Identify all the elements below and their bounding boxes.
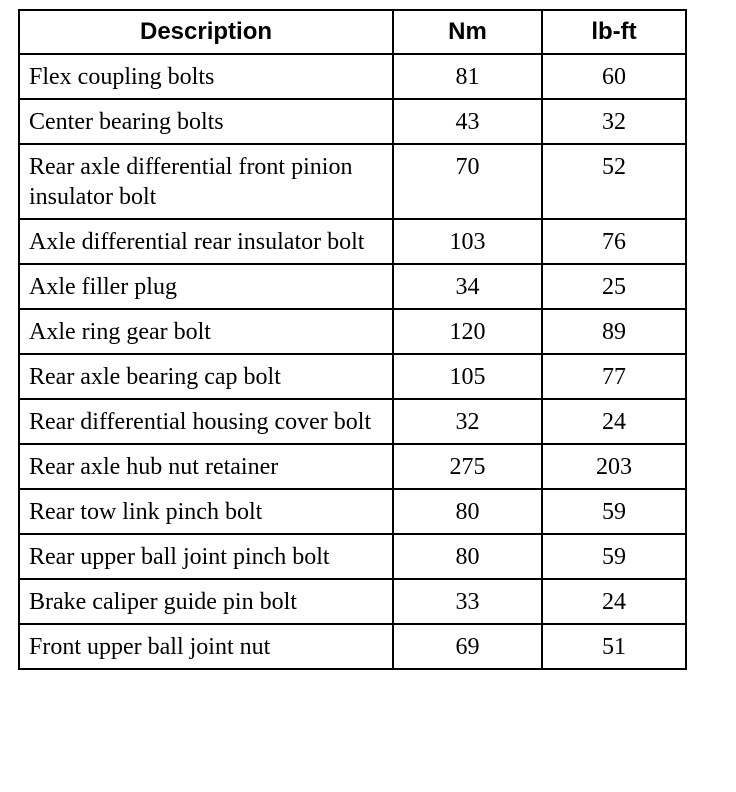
cell-lbft: 60 (542, 54, 686, 99)
table-row (19, 489, 686, 534)
cell-description: Rear axle bearing cap bolt (19, 354, 393, 399)
cell-lbft: 32 (542, 99, 686, 144)
table-row (19, 219, 686, 264)
cell-lbft: 59 (542, 534, 686, 579)
cell-description: Rear tow link pinch bolt (19, 489, 393, 534)
header-description: Description (19, 10, 393, 54)
table-row (19, 399, 686, 444)
cell-description: Axle differential rear insulator bolt (19, 219, 393, 264)
header-lbft: lb-ft (542, 10, 686, 54)
cell-lbft: 89 (542, 309, 686, 354)
header-nm: Nm (393, 10, 542, 54)
cell-lbft: 25 (542, 264, 686, 309)
cell-lbft: 51 (542, 624, 686, 669)
table-row (19, 309, 686, 354)
cell-lbft: 59 (542, 489, 686, 534)
cell-nm: 33 (393, 579, 542, 624)
cell-lbft: 76 (542, 219, 686, 264)
cell-nm: 32 (393, 399, 542, 444)
table-row (19, 444, 686, 489)
cell-nm: 70 (393, 144, 542, 219)
cell-description: Rear axle differential front pinion insulator bolt (19, 144, 393, 219)
cell-nm: 80 (393, 489, 542, 534)
cell-description: Axle ring gear bolt (19, 309, 393, 354)
cell-nm: 34 (393, 264, 542, 309)
cell-description: Axle filler plug (19, 264, 393, 309)
cell-nm: 80 (393, 534, 542, 579)
cell-nm: 103 (393, 219, 542, 264)
header-row (19, 10, 686, 54)
cell-description: Rear differential housing cover bolt (19, 399, 393, 444)
cell-lbft: 203 (542, 444, 686, 489)
cell-description: Brake caliper guide pin bolt (19, 579, 393, 624)
cell-lbft: 24 (542, 399, 686, 444)
table-row (19, 624, 686, 669)
cell-nm: 81 (393, 54, 542, 99)
table-row (19, 54, 686, 99)
cell-nm: 120 (393, 309, 542, 354)
cell-lbft: 24 (542, 579, 686, 624)
cell-description: Center bearing bolts (19, 99, 393, 144)
cell-description: Flex coupling bolts (19, 54, 393, 99)
cell-nm: 43 (393, 99, 542, 144)
table-row (19, 354, 686, 399)
torque-spec-table (18, 9, 687, 670)
cell-lbft: 77 (542, 354, 686, 399)
cell-nm: 275 (393, 444, 542, 489)
cell-description: Front upper ball joint nut (19, 624, 393, 669)
table-row (19, 534, 686, 579)
table-row (19, 264, 686, 309)
cell-description: Rear upper ball joint pinch bolt (19, 534, 393, 579)
table-body (19, 54, 686, 669)
cell-description: Rear axle hub nut retainer (19, 444, 393, 489)
cell-nm: 105 (393, 354, 542, 399)
cell-nm: 69 (393, 624, 542, 669)
table-row (19, 579, 686, 624)
table-row (19, 144, 686, 219)
cell-lbft: 52 (542, 144, 686, 219)
table-header (19, 10, 686, 54)
table-row (19, 99, 686, 144)
